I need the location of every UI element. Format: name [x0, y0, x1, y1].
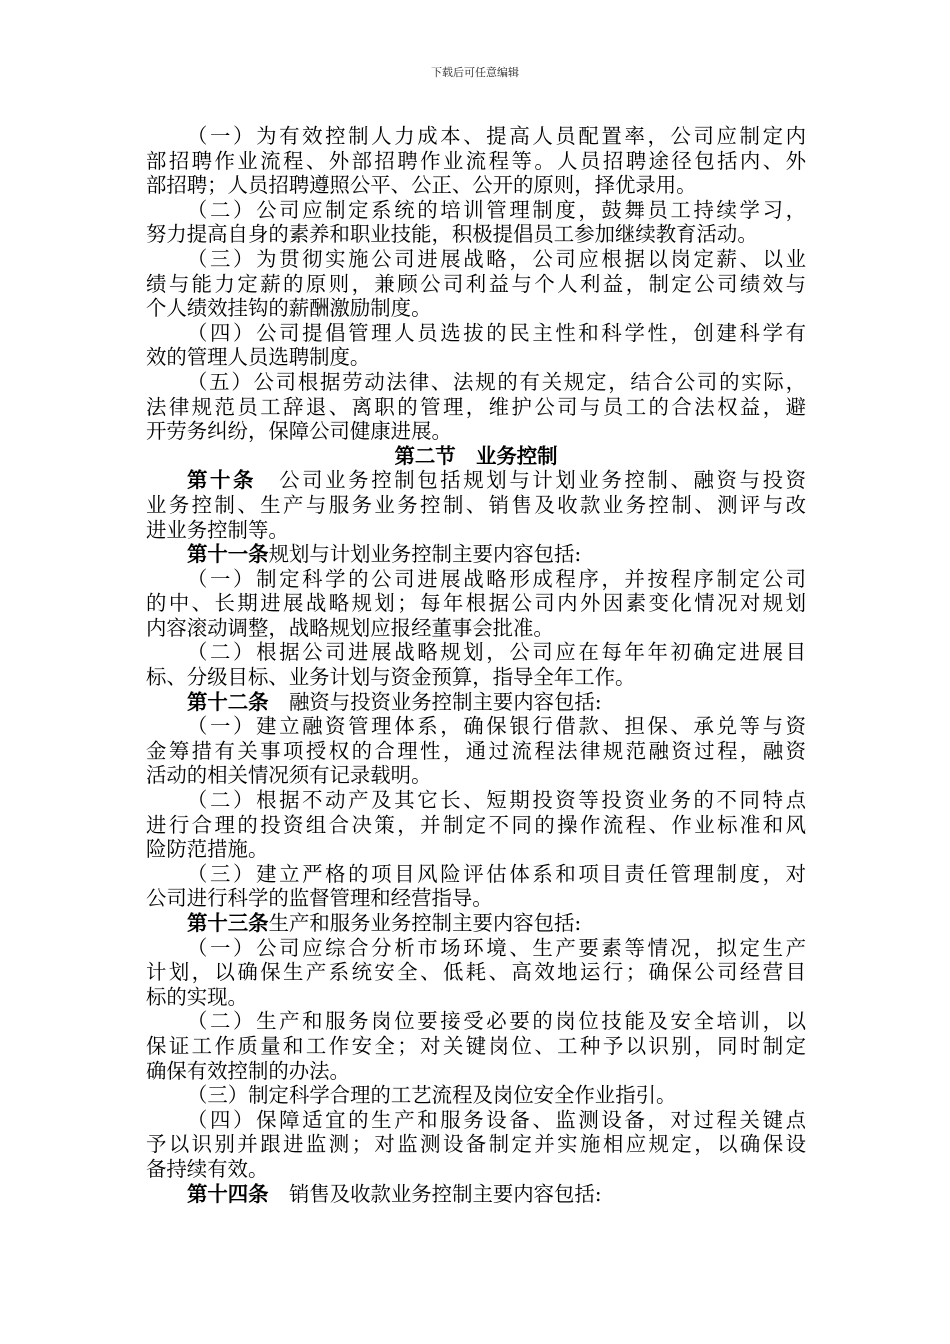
line-text: （一）为有效控制人力成本、提高人员配置率，公司应制定内 — [187, 124, 806, 148]
article-number: 第十二条 — [187, 689, 269, 714]
line-text: 金筹措有关事项授权的合理性，通过流程法律规范融资过程，融资 — [146, 738, 806, 763]
line-text: （一）制定科学的公司进展战略形成程序，并按程序制定公司 — [187, 566, 806, 591]
text-line — [146, 296, 806, 321]
text-line — [146, 911, 806, 936]
line-text: 生产和服务业务控制主要内容包括: — [268, 911, 582, 935]
text-line — [146, 936, 806, 961]
line-text: 努力提高自身的素养和职业技能，积极提倡员工参加继续教育活动。 — [146, 222, 758, 247]
line-text: （一）公司应综合分析市场环境、生产要素等情况，拟定生产 — [187, 935, 806, 960]
line-text: （二）根据不动产及其它长、短期投资等投资业务的不同特点 — [187, 788, 806, 813]
text-line — [146, 739, 806, 764]
line-text: 活动的相关情况须有记录载明。 — [146, 763, 432, 788]
line-text: （三）制定科学合理的工艺流程及岗位安全作业指引。 — [187, 1083, 677, 1108]
line-text: 进行合理的投资组合决策，并制定不同的操作流程、作业标准和风 — [146, 812, 806, 837]
text-line — [146, 419, 806, 444]
article-number: 第十三条 — [187, 911, 269, 935]
text-line — [146, 493, 806, 518]
line-text: 开劳务纠纷，保障公司健康进展。 — [146, 419, 452, 444]
text-line — [146, 468, 806, 493]
text-line — [146, 198, 806, 223]
text-line — [146, 1009, 806, 1034]
line-text: 进业务控制等。 — [146, 517, 289, 542]
section-heading — [146, 444, 806, 469]
line-text: 销售及收款业务控制主要内容包括: — [268, 1181, 602, 1206]
text-line — [146, 788, 806, 813]
line-text: 个人绩效挂钩的薪酬激励制度。 — [146, 296, 432, 321]
text-line — [146, 247, 806, 272]
line-text: （一）建立融资管理体系，确保银行借款、担保、承兑等与资 — [187, 714, 806, 739]
document-body — [146, 124, 806, 1206]
text-line — [146, 1157, 806, 1182]
text-line — [146, 272, 806, 297]
text-line — [146, 173, 806, 198]
text-line — [146, 345, 806, 370]
text-line — [146, 1034, 806, 1059]
text-line — [146, 1083, 806, 1108]
line-text: （四）公司提倡管理人员选拔的民主性和科学性，创建科学有 — [187, 320, 806, 345]
line-text: 标的实现。 — [146, 984, 248, 1009]
text-line — [146, 591, 806, 616]
line-text: （三）建立严格的项目风险评估体系和项目责任管理制度，对 — [187, 861, 806, 886]
line-text: 备持续有效。 — [146, 1156, 269, 1181]
line-text: 规划与计划业务控制主要内容包括: — [268, 542, 582, 567]
text-line — [146, 616, 806, 641]
text-line — [146, 1182, 806, 1207]
text-line — [146, 640, 806, 665]
text-line — [146, 960, 806, 985]
text-line — [146, 1108, 806, 1133]
text-line — [146, 985, 806, 1010]
text-line — [146, 813, 806, 838]
line-text: 绩与能力定薪的原则，兼顾公司利益与个人利益，制定公司绩效与 — [146, 271, 806, 296]
text-line — [146, 370, 806, 395]
line-text: 险防范措施。 — [146, 837, 269, 862]
text-line — [146, 124, 806, 149]
page-header: 下载后可任意编辑 — [431, 66, 519, 79]
text-line — [146, 395, 806, 420]
line-text: 标、分级目标、业务计划与资金预算，指导全年工作。 — [146, 665, 636, 690]
text-line — [146, 321, 806, 346]
line-text: 第二节 业务控制 — [394, 443, 558, 468]
line-text: （二）公司应制定系统的培训管理制度，鼓舞员工持续学习， — [187, 197, 806, 222]
article-number: 第十条 — [187, 468, 257, 493]
line-text: 效的管理人员选聘制度。 — [146, 345, 371, 370]
line-text: 法律规范员工辞退、离职的管理，维护公司与员工的合法权益，避 — [146, 394, 806, 419]
line-text: 部招聘；人员招聘遵照公平、公正、公开的原则，择优录用。 — [146, 173, 697, 198]
line-text: 公司业务控制包括规划与计划业务控制、融资与投资 — [256, 468, 807, 493]
text-line — [146, 837, 806, 862]
line-text: 业务控制、生产与服务业务控制、销售及收款业务控制、测评与改 — [146, 492, 806, 517]
text-line — [146, 1059, 806, 1084]
line-text: 公司进行科学的监督管理和经营指导。 — [146, 886, 493, 911]
line-text: （三）为贯彻实施公司进展战略，公司应根据以岗定薪、以业 — [187, 246, 806, 271]
line-text: （二）生产和服务岗位要接受必要的岗位技能及安全培训，以 — [187, 1009, 806, 1034]
line-text: 确保有效控制的办法。 — [146, 1058, 350, 1083]
line-text: 部招聘作业流程、外部招聘作业流程等。人员招聘途径包括内、外 — [146, 148, 806, 173]
text-line — [146, 886, 806, 911]
text-line — [146, 862, 806, 887]
line-text: 予以识别并跟进监测；对监测设备制定并实施相应规定，以确保设 — [146, 1132, 806, 1157]
line-text: 保证工作质量和工作安全；对关键岗位、工种予以识别，同时制定 — [146, 1033, 806, 1058]
article-number: 第十一条 — [187, 542, 269, 567]
text-line — [146, 763, 806, 788]
line-text: 的中、长期进展战略规划；每年根据公司内外因素变化情况对规划 — [146, 591, 806, 616]
text-line — [146, 665, 806, 690]
line-text: （二）根据公司进展战略规划，公司应在每年年初确定进展目 — [187, 640, 806, 665]
text-line — [146, 222, 806, 247]
line-text: 内容滚动调整，战略规划应报经董事会批准。 — [146, 615, 554, 640]
text-line — [146, 690, 806, 715]
article-number: 第十四条 — [187, 1181, 269, 1206]
text-line — [146, 567, 806, 592]
text-line — [146, 714, 806, 739]
text-line — [146, 518, 806, 543]
line-text: 融资与投资业务控制主要内容包括: — [268, 689, 602, 714]
text-line — [146, 149, 806, 174]
line-text: （五）公司根据劳动法律、法规的有关规定，结合公司的实际， — [187, 369, 806, 394]
line-text: 计划，以确保生产系统安全、低耗、高效地运行；确保公司经营目 — [146, 960, 806, 985]
line-text: （四）保障适宜的生产和服务设备、监测设备，对过程关键点 — [187, 1107, 806, 1132]
text-line — [146, 542, 806, 567]
text-line — [146, 1132, 806, 1157]
